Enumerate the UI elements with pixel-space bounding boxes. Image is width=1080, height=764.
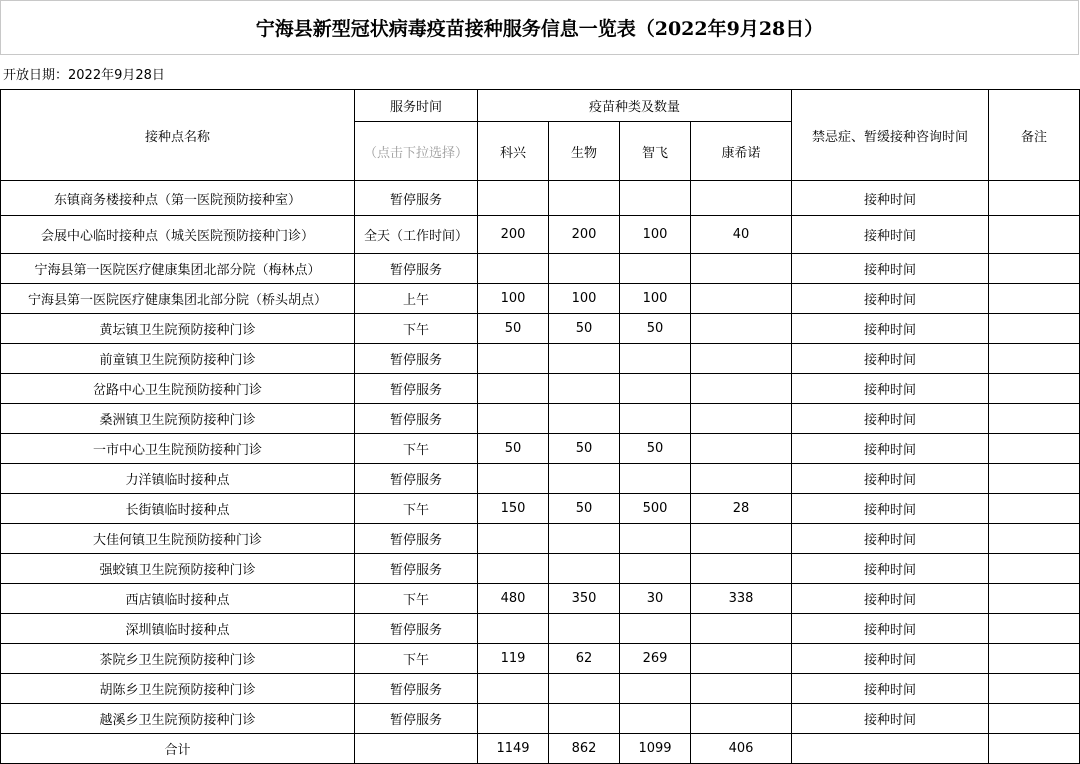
site-cell: 深圳镇临时接种点 — [1, 614, 355, 644]
table-row — [1, 494, 1080, 524]
consult-cell: 接种时间 — [792, 181, 989, 216]
consult-cell: 接种时间 — [792, 254, 989, 284]
remark-cell — [989, 524, 1080, 554]
kexing-cell: 100 — [478, 284, 549, 314]
open-date: 开放日期：2022年9月28日 — [3, 68, 165, 83]
kangxinuo-cell — [691, 704, 792, 734]
kexing-cell — [478, 254, 549, 284]
remark-cell — [989, 374, 1080, 404]
zhifei-cell — [620, 344, 691, 374]
kexing-cell — [478, 464, 549, 494]
table-row — [1, 434, 1080, 464]
service-time-cell[interactable] — [355, 734, 478, 764]
header-zhifei: 智飞 — [620, 122, 691, 181]
remark-cell — [989, 554, 1080, 584]
service-time-dropdown-hint[interactable]: （点击下拉选择） — [355, 122, 478, 181]
kexing-cell: 50 — [478, 434, 549, 464]
remark-cell — [989, 254, 1080, 284]
zhifei-cell — [620, 464, 691, 494]
remark-cell — [989, 494, 1080, 524]
remark-cell — [989, 314, 1080, 344]
consult-cell: 接种时间 — [792, 644, 989, 674]
table-row — [1, 524, 1080, 554]
remark-cell — [989, 344, 1080, 374]
service-time-cell[interactable]: 全天（工作时间） — [355, 216, 478, 254]
table-row — [1, 216, 1080, 254]
kexing-cell — [478, 374, 549, 404]
site-cell: 合计 — [1, 734, 355, 764]
header-vaccine-group: 疫苗种类及数量 — [478, 90, 792, 122]
kexing-cell: 480 — [478, 584, 549, 614]
kangxinuo-cell — [691, 374, 792, 404]
remark-cell — [989, 734, 1080, 764]
site-cell: 黄坛镇卫生院预防接种门诊 — [1, 314, 355, 344]
zhifei-cell: 100 — [620, 284, 691, 314]
remark-cell — [989, 284, 1080, 314]
kangxinuo-cell — [691, 254, 792, 284]
site-cell: 强蛟镇卫生院预防接种门诊 — [1, 554, 355, 584]
consult-cell — [792, 734, 989, 764]
service-time-cell[interactable]: 下午 — [355, 314, 478, 344]
kexing-cell: 50 — [478, 314, 549, 344]
zhifei-cell: 500 — [620, 494, 691, 524]
service-time-cell[interactable]: 暂停服务 — [355, 614, 478, 644]
consult-cell: 接种时间 — [792, 614, 989, 644]
service-time-cell[interactable]: 下午 — [355, 584, 478, 614]
shengwu-cell: 100 — [549, 284, 620, 314]
kexing-cell: 200 — [478, 216, 549, 254]
kangxinuo-cell — [691, 181, 792, 216]
zhifei-cell: 100 — [620, 216, 691, 254]
site-cell: 长街镇临时接种点 — [1, 494, 355, 524]
zhifei-cell — [620, 614, 691, 644]
kexing-cell — [478, 344, 549, 374]
zhifei-cell — [620, 254, 691, 284]
remark-cell — [989, 584, 1080, 614]
header-site: 接种点名称 — [1, 90, 355, 181]
kangxinuo-cell — [691, 614, 792, 644]
zhifei-cell — [620, 524, 691, 554]
header-remark: 备注 — [989, 90, 1080, 181]
consult-cell: 接种时间 — [792, 674, 989, 704]
shengwu-cell — [549, 674, 620, 704]
site-cell: 宁海县第一医院医疗健康集团北部分院（桥头胡点） — [1, 284, 355, 314]
service-time-cell[interactable]: 暂停服务 — [355, 554, 478, 584]
kexing-cell — [478, 181, 549, 216]
kexing-cell: 119 — [478, 644, 549, 674]
kangxinuo-cell — [691, 524, 792, 554]
table-row — [1, 344, 1080, 374]
consult-cell: 接种时间 — [792, 704, 989, 734]
header-kexing: 科兴 — [478, 122, 549, 181]
kangxinuo-cell — [691, 554, 792, 584]
service-time-cell[interactable]: 上午 — [355, 284, 478, 314]
table-row — [1, 314, 1080, 344]
kangxinuo-cell — [691, 434, 792, 464]
site-cell: 东镇商务楼接种点（第一医院预防接种室） — [1, 181, 355, 216]
remark-cell — [989, 674, 1080, 704]
kexing-cell — [478, 554, 549, 584]
consult-cell: 接种时间 — [792, 494, 989, 524]
site-cell: 岔路中心卫生院预防接种门诊 — [1, 374, 355, 404]
table-row — [1, 374, 1080, 404]
zhifei-cell: 50 — [620, 434, 691, 464]
kangxinuo-cell — [691, 674, 792, 704]
consult-cell: 接种时间 — [792, 584, 989, 614]
site-cell: 西店镇临时接种点 — [1, 584, 355, 614]
remark-cell — [989, 434, 1080, 464]
service-time-cell[interactable]: 暂停服务 — [355, 181, 478, 216]
shengwu-cell — [549, 704, 620, 734]
shengwu-cell — [549, 344, 620, 374]
consult-cell: 接种时间 — [792, 464, 989, 494]
kangxinuo-cell — [691, 314, 792, 344]
remark-cell — [989, 644, 1080, 674]
table-row — [1, 614, 1080, 644]
kangxinuo-cell: 406 — [691, 734, 792, 764]
remark-cell — [989, 464, 1080, 494]
header-service-time: 服务时间 — [355, 90, 478, 122]
shengwu-cell: 50 — [549, 314, 620, 344]
title-text: 宁海县新型冠状病毒疫苗接种服务信息一览表（2022年9月28日） — [255, 18, 824, 40]
service-time-cell[interactable]: 下午 — [355, 644, 478, 674]
remark-cell — [989, 704, 1080, 734]
zhifei-cell — [620, 374, 691, 404]
zhifei-cell — [620, 554, 691, 584]
service-time-cell[interactable]: 下午 — [355, 494, 478, 524]
kangxinuo-cell — [691, 404, 792, 434]
header-consult: 禁忌症、暂缓接种咨询时间 — [792, 90, 989, 181]
kexing-cell: 1149 — [478, 734, 549, 764]
consult-cell: 接种时间 — [792, 344, 989, 374]
site-cell: 力洋镇临时接种点 — [1, 464, 355, 494]
kangxinuo-cell: 40 — [691, 216, 792, 254]
kexing-cell — [478, 614, 549, 644]
zhifei-cell — [620, 704, 691, 734]
site-cell: 会展中心临时接种点（城关医院预防接种门诊） — [1, 216, 355, 254]
shengwu-cell — [549, 374, 620, 404]
consult-cell: 接种时间 — [792, 434, 989, 464]
remark-cell — [989, 216, 1080, 254]
site-cell: 一市中心卫生院预防接种门诊 — [1, 434, 355, 464]
service-time-cell[interactable]: 暂停服务 — [355, 464, 478, 494]
shengwu-cell: 350 — [549, 584, 620, 614]
table-row — [1, 584, 1080, 614]
header-shengwu: 生物 — [549, 122, 620, 181]
consult-cell: 接种时间 — [792, 284, 989, 314]
table-row — [1, 644, 1080, 674]
kexing-cell — [478, 704, 549, 734]
service-time-cell[interactable]: 下午 — [355, 434, 478, 464]
consult-cell: 接种时间 — [792, 216, 989, 254]
site-cell: 胡陈乡卫生院预防接种门诊 — [1, 674, 355, 704]
kexing-cell — [478, 404, 549, 434]
shengwu-cell: 50 — [549, 434, 620, 464]
table-row — [1, 284, 1080, 314]
consult-cell: 接种时间 — [792, 524, 989, 554]
table-row — [1, 554, 1080, 584]
table-body — [1, 181, 1080, 764]
shengwu-cell: 62 — [549, 644, 620, 674]
consult-cell: 接种时间 — [792, 554, 989, 584]
kangxinuo-cell — [691, 284, 792, 314]
service-time-cell[interactable]: 暂停服务 — [355, 254, 478, 284]
table-row — [1, 254, 1080, 284]
shengwu-cell — [549, 554, 620, 584]
zhifei-cell: 1099 — [620, 734, 691, 764]
table-row — [1, 464, 1080, 494]
kangxinuo-cell — [691, 644, 792, 674]
service-time-cell[interactable]: 暂停服务 — [355, 404, 478, 434]
shengwu-cell: 200 — [549, 216, 620, 254]
shengwu-cell — [549, 524, 620, 554]
shengwu-cell — [549, 254, 620, 284]
kangxinuo-cell: 338 — [691, 584, 792, 614]
site-cell: 茶院乡卫生院预防接种门诊 — [1, 644, 355, 674]
service-time-cell[interactable]: 暂停服务 — [355, 344, 478, 374]
zhifei-cell — [620, 674, 691, 704]
service-time-cell[interactable]: 暂停服务 — [355, 374, 478, 404]
zhifei-cell: 30 — [620, 584, 691, 614]
shengwu-cell — [549, 464, 620, 494]
kangxinuo-cell: 28 — [691, 494, 792, 524]
kexing-cell — [478, 674, 549, 704]
table-row — [1, 674, 1080, 704]
table-row — [1, 404, 1080, 434]
consult-cell: 接种时间 — [792, 404, 989, 434]
service-time-cell[interactable]: 暂停服务 — [355, 674, 478, 704]
service-time-cell[interactable]: 暂停服务 — [355, 524, 478, 554]
kexing-cell: 150 — [478, 494, 549, 524]
zhifei-cell — [620, 181, 691, 216]
shengwu-cell: 50 — [549, 494, 620, 524]
remark-cell — [989, 404, 1080, 434]
table-row — [1, 181, 1080, 216]
shengwu-cell — [549, 404, 620, 434]
site-cell: 宁海县第一医院医疗健康集团北部分院（梅林点） — [1, 254, 355, 284]
shengwu-cell — [549, 181, 620, 216]
kangxinuo-cell — [691, 464, 792, 494]
site-cell: 前童镇卫生院预防接种门诊 — [1, 344, 355, 374]
shengwu-cell: 862 — [549, 734, 620, 764]
remark-cell — [989, 181, 1080, 216]
table-row — [1, 704, 1080, 734]
zhifei-cell — [620, 404, 691, 434]
consult-cell: 接种时间 — [792, 374, 989, 404]
site-cell: 越溪乡卫生院预防接种门诊 — [1, 704, 355, 734]
service-time-cell[interactable]: 暂停服务 — [355, 704, 478, 734]
site-cell: 桑洲镇卫生院预防接种门诊 — [1, 404, 355, 434]
kexing-cell — [478, 524, 549, 554]
vaccination-table — [0, 89, 1080, 764]
site-cell: 大佳何镇卫生院预防接种门诊 — [1, 524, 355, 554]
consult-cell: 接种时间 — [792, 314, 989, 344]
zhifei-cell: 269 — [620, 644, 691, 674]
kangxinuo-cell — [691, 344, 792, 374]
header-kangxinuo: 康希诺 — [691, 122, 792, 181]
page-title — [0, 0, 1079, 55]
zhifei-cell: 50 — [620, 314, 691, 344]
total-row — [1, 734, 1080, 764]
remark-cell — [989, 614, 1080, 644]
shengwu-cell — [549, 614, 620, 644]
